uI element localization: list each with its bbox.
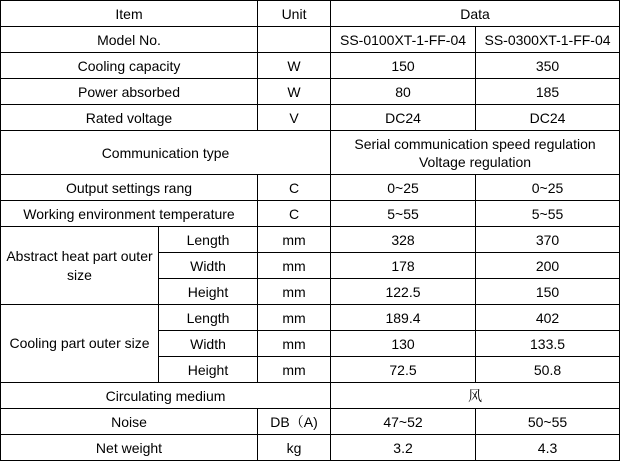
communication-line-1: Serial communication speed regulation <box>354 135 596 152</box>
value-output-settings-2: 0~25 <box>476 175 620 201</box>
row-model <box>1 27 620 53</box>
value-rated-voltage-2: DC24 <box>476 105 620 131</box>
value-cooling-capacity-1: 150 <box>331 53 476 79</box>
label-abstract-height: Height <box>159 279 258 305</box>
value-communication <box>331 131 620 175</box>
label-abstract-heat-part: Abstract heat part outer size <box>1 227 159 305</box>
label-working-env: Working environment temperature <box>1 201 258 227</box>
value-rated-voltage-1: DC24 <box>331 105 476 131</box>
label-cooling-width: Width <box>159 331 258 357</box>
header-row <box>1 1 620 27</box>
unit-cooling-capacity: W <box>258 53 331 79</box>
value-model-1: SS-0100XT-1-FF-04 <box>331 27 476 53</box>
row-output-settings <box>1 175 620 201</box>
label-abstract-width: Width <box>159 253 258 279</box>
value-cooling-height-1: 72.5 <box>331 357 476 383</box>
header-unit: Unit <box>258 1 331 27</box>
value-cooling-height-2: 50.8 <box>476 357 620 383</box>
label-power-absorbed: Power absorbed <box>1 79 258 105</box>
value-noise-2: 50~55 <box>476 409 620 435</box>
unit-output-settings: C <box>258 175 331 201</box>
header-item: Item <box>1 1 258 27</box>
unit-model <box>258 27 331 53</box>
label-circulating: Circulating medium <box>1 383 331 409</box>
label-rated-voltage: Rated voltage <box>1 105 258 131</box>
value-cooling-length-1: 189.4 <box>331 305 476 331</box>
label-output-settings: Output settings rang <box>1 175 258 201</box>
unit-abstract-length: mm <box>258 227 331 253</box>
value-output-settings-1: 0~25 <box>331 175 476 201</box>
unit-noise: DB（A) <box>258 409 331 435</box>
unit-abstract-height: mm <box>258 279 331 305</box>
value-net-weight-1: 3.2 <box>331 435 476 461</box>
row-working-env <box>1 201 620 227</box>
unit-cooling-height: mm <box>258 357 331 383</box>
unit-cooling-length: mm <box>258 305 331 331</box>
unit-rated-voltage: V <box>258 105 331 131</box>
unit-net-weight: kg <box>258 435 331 461</box>
value-abstract-length-2: 370 <box>476 227 620 253</box>
communication-line-2: Voltage regulation <box>418 153 532 170</box>
label-cooling-part: Cooling part outer size <box>1 305 159 383</box>
label-cooling-length: Length <box>159 305 258 331</box>
value-power-absorbed-2: 185 <box>476 79 620 105</box>
value-abstract-length-1: 328 <box>331 227 476 253</box>
value-working-env-1: 5~55 <box>331 201 476 227</box>
label-cooling-capacity: Cooling capacity <box>1 53 258 79</box>
header-data: Data <box>331 1 620 27</box>
row-cooling-capacity <box>1 53 620 79</box>
label-cooling-height: Height <box>159 357 258 383</box>
value-cooling-width-1: 130 <box>331 331 476 357</box>
row-communication <box>1 131 620 175</box>
value-abstract-width-1: 178 <box>331 253 476 279</box>
row-power-absorbed <box>1 79 620 105</box>
value-cooling-length-2: 402 <box>476 305 620 331</box>
row-net-weight <box>1 435 620 461</box>
label-abstract-length: Length <box>159 227 258 253</box>
value-working-env-2: 5~55 <box>476 201 620 227</box>
value-net-weight-2: 4.3 <box>476 435 620 461</box>
unit-working-env: C <box>258 201 331 227</box>
unit-power-absorbed: W <box>258 79 331 105</box>
value-abstract-height-2: 150 <box>476 279 620 305</box>
value-abstract-width-2: 200 <box>476 253 620 279</box>
unit-cooling-width: mm <box>258 331 331 357</box>
label-model: Model No. <box>1 27 258 53</box>
value-model-2: SS-0300XT-1-FF-04 <box>476 27 620 53</box>
unit-abstract-width: mm <box>258 253 331 279</box>
value-cooling-width-2: 133.5 <box>476 331 620 357</box>
row-cooling-length <box>1 305 620 331</box>
value-noise-1: 47~52 <box>331 409 476 435</box>
label-noise: Noise <box>1 409 258 435</box>
row-circulating <box>1 383 620 409</box>
value-abstract-height-1: 122.5 <box>331 279 476 305</box>
label-communication: Communication type <box>1 131 331 175</box>
row-rated-voltage <box>1 105 620 131</box>
label-net-weight: Net weight <box>1 435 258 461</box>
row-abstract-length <box>1 227 620 253</box>
value-circulating: 风 <box>331 383 620 409</box>
value-power-absorbed-1: 80 <box>331 79 476 105</box>
value-cooling-capacity-2: 350 <box>476 53 620 79</box>
row-noise <box>1 409 620 435</box>
